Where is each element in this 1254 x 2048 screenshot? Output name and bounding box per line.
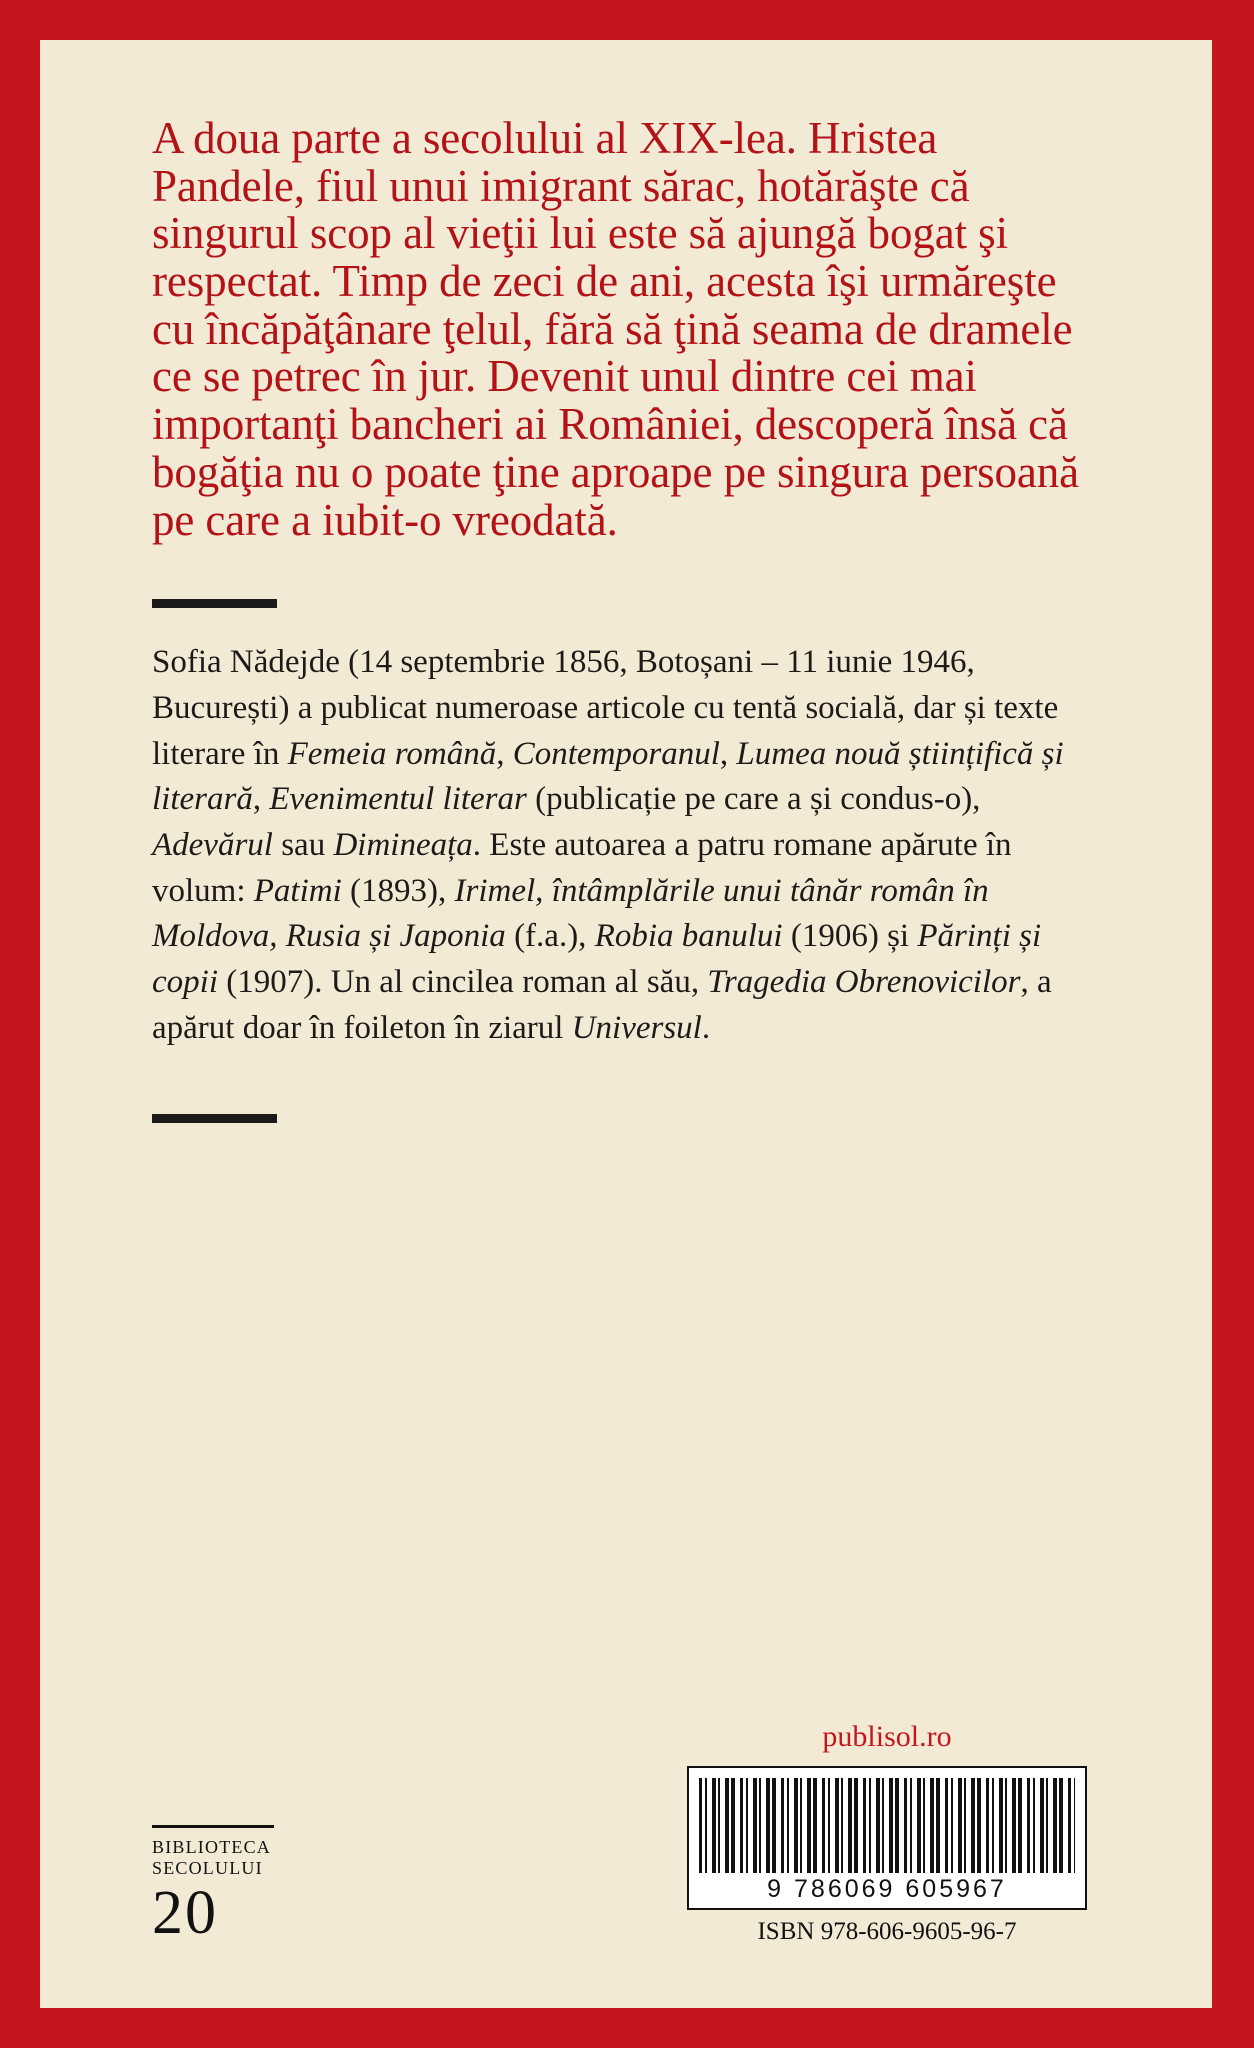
imprint-number: 20 bbox=[152, 1879, 218, 1948]
bio-title: Dimineața bbox=[333, 827, 473, 863]
barcode bbox=[687, 1766, 1087, 1910]
bio-text: , bbox=[719, 735, 737, 772]
bio-title: Lumea nouă științifică și literară bbox=[152, 735, 1064, 818]
imprint-logo bbox=[152, 1825, 274, 1948]
cover-content bbox=[152, 115, 1082, 1123]
bio-text: , a apărut doar în foileton în ziarul bbox=[152, 964, 1052, 1046]
divider-top bbox=[152, 599, 277, 608]
bio-text: Sofia Nădejde (14 septembrie 1856, Botoșani – 11 iunie 1946, București) a publicat numeroase articole cu tentă socială, dar și texte literare în bbox=[152, 644, 1059, 772]
bio-title: Robia banului bbox=[594, 918, 783, 955]
bio-title: Tragedia Obrenovicilor bbox=[707, 964, 1021, 1001]
imprint-name-line2: SECOLULUI bbox=[152, 1858, 263, 1879]
bio-text: (f.a.), bbox=[505, 918, 595, 955]
barcode-bars bbox=[699, 1778, 1075, 1873]
back-cover-page bbox=[40, 40, 1212, 2008]
bio-text: (publicație pe care a și condus-o), bbox=[526, 781, 981, 818]
bio-title: Patimi bbox=[253, 872, 342, 909]
divider-bottom bbox=[152, 1114, 277, 1123]
bio-text: . Este autoarea a patru romane apărute în volum: bbox=[152, 827, 1012, 909]
bio-text: , bbox=[252, 781, 270, 818]
bio-title: Evenimentul literar bbox=[269, 781, 527, 818]
bio-title: Universul bbox=[571, 1009, 702, 1046]
bio-title: Contemporanul bbox=[512, 735, 720, 772]
bio-title: Irimel, întâmplările unui tânăr român în Moldova, Rusia și Japonia bbox=[152, 872, 989, 955]
imprint-name-line1: BIBLIOTECA bbox=[152, 1836, 271, 1857]
author-bio bbox=[152, 608, 1082, 1051]
bio-title: Adevărul bbox=[152, 827, 273, 863]
publisher-website: publisol.ro bbox=[822, 1720, 952, 1753]
bio-title: Părinți și copii bbox=[152, 918, 1042, 1001]
bio-title: Femeia română bbox=[287, 735, 497, 772]
publisher-block bbox=[672, 1720, 1102, 1946]
isbn-text: ISBN 978-606-9605-96-7 bbox=[757, 1918, 1017, 1945]
bio-text: (1907). Un al cincilea roman al său, bbox=[217, 964, 708, 1001]
cover-footer bbox=[152, 1720, 1102, 1948]
imprint-rule bbox=[152, 1825, 274, 1828]
bio-text: (1906) și bbox=[782, 918, 918, 955]
book-blurb: A doua parte a secolului al XIX-lea. Hristea Pandele, fiul unui imigrant sărac, hotărăşte că singurul scop al vieţii lui este să ajungă bogat şi respectat. Timp de zeci de ani, acesta îşi urmăreşte cu încăpăţânare ţelul, fără să ţină seama de dramele ce se petrec în jur. Devenit unul dintre cei mai importanţi bancheri ai României, descoperă însă că bogăţia nu o poate ţine aproape pe singura persoană pe care a iubit-o vreodată. bbox=[152, 113, 1080, 545]
bio-text: (1893), bbox=[341, 872, 455, 909]
bio-text: . bbox=[701, 1009, 711, 1046]
barcode-digits: 9 786069 605967 bbox=[767, 1875, 1007, 1903]
bio-text: , bbox=[496, 735, 513, 772]
bio-text: sau bbox=[272, 827, 334, 863]
